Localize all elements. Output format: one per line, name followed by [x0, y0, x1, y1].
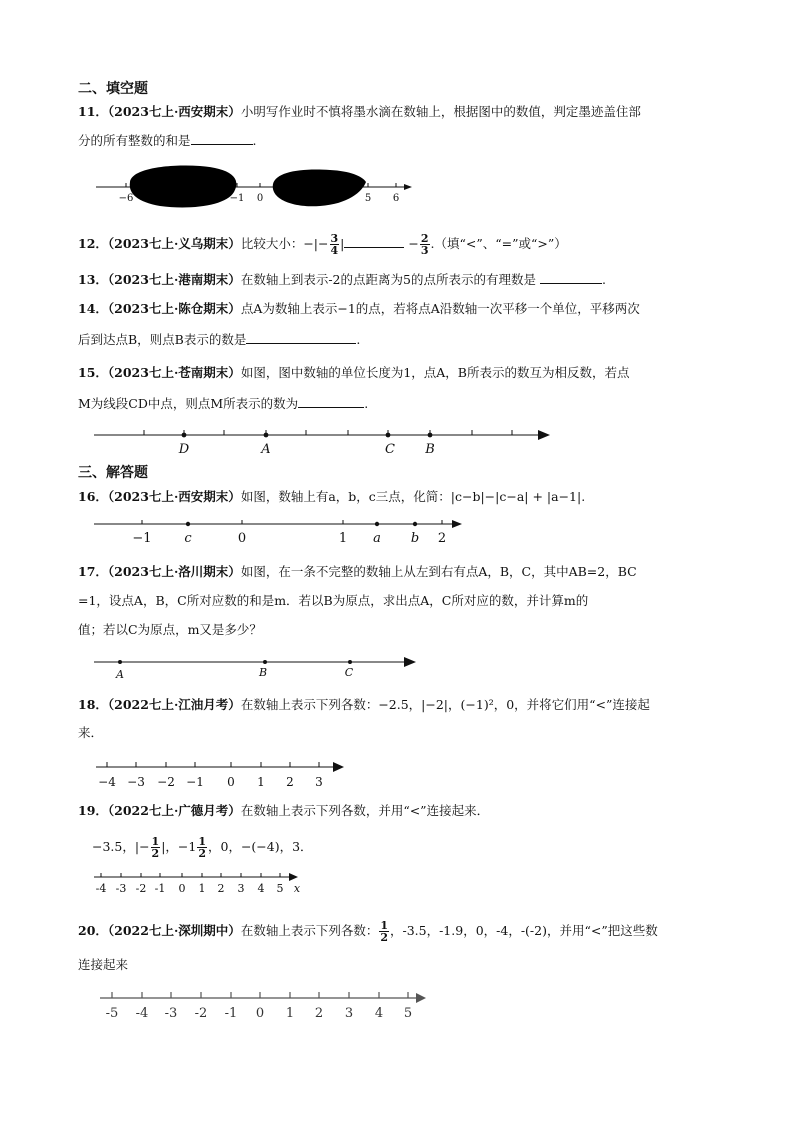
- q11-answer-blank[interactable]: [191, 131, 253, 145]
- q15-text1: 如图，图中数轴的单位长度为1，点A，B所表示的数互为相反数，若点: [240, 365, 630, 380]
- point-label-d: D: [178, 442, 190, 457]
- q17-source: （2023七上·洛川期末）: [107, 564, 241, 579]
- q14-text2: 后到达点B，则点B表示的数是: [78, 332, 247, 347]
- q19-tick-label: 4: [257, 882, 265, 895]
- q20-tick-label: -3: [164, 1006, 178, 1021]
- q17-line3: [78, 621, 262, 639]
- q14-text1: 点A为数轴上表示−1的点，若将点A沿数轴一次平移一个单位，平移两次: [240, 301, 640, 316]
- q20-line1: [78, 920, 658, 943]
- q16-label: 1: [338, 531, 348, 546]
- q17-number: 17．: [78, 564, 108, 579]
- q11-tail: .: [252, 133, 257, 148]
- point-label-b: B: [425, 442, 435, 457]
- q19-text: 在数轴上表示下列各数，并用“<”连接起来．: [240, 803, 490, 818]
- q20-fraction: $\frac{1}{2}$: [380, 919, 388, 944]
- q15-line2: [78, 394, 368, 413]
- q20-tick-label: 1: [285, 1006, 295, 1021]
- q11-tick-label: 5: [364, 193, 372, 204]
- q17-text2: =1，设点A，B，C所对应数的和是m．若以B为原点，求出点A，C所对应的数，并计算m的: [78, 593, 589, 608]
- q14-source: （2023七上·陈仓期末）: [107, 301, 241, 316]
- q19-fraction-1: $\frac{1}{2}$: [151, 835, 160, 860]
- q18-text1: 在数轴上表示下列各数：−2.5，|−2|，(−1)²，0，并将它们用“<”连接起: [240, 697, 650, 712]
- q12-number: 12．: [78, 236, 108, 251]
- q16-label: a: [373, 531, 381, 546]
- q16-label: 0: [237, 531, 247, 546]
- q20-tick-label: 5: [403, 1006, 413, 1021]
- section-heading-answer: 三、解答题: [78, 465, 148, 481]
- q13-line: [78, 270, 606, 289]
- q18-text2: 来．: [78, 725, 104, 740]
- q15-answer-blank[interactable]: [298, 394, 364, 408]
- q13-number: 13．: [78, 272, 108, 287]
- q11-number: 11．: [78, 104, 108, 119]
- q11-tick-label: −1: [229, 193, 245, 204]
- q20-tick-label: 4: [374, 1006, 384, 1021]
- q19-nums-a: −3.5，|−: [92, 839, 150, 854]
- q17-line1: [78, 563, 637, 581]
- q18-source: （2022七上·江油月考）: [107, 697, 241, 712]
- q18-tick-label: 0: [227, 775, 235, 789]
- q12-expr1-close: |: [340, 236, 345, 251]
- q18-tick-label: −2: [157, 775, 175, 789]
- q11-line1: [78, 103, 641, 121]
- q15-tail: .: [364, 396, 369, 411]
- q15-number-line: [90, 420, 560, 460]
- q20-tick-label: -5: [105, 1006, 119, 1021]
- q15-number: 15．: [78, 365, 108, 380]
- q19-tick-label: -2: [135, 882, 147, 895]
- q19-tick-label: 3: [237, 882, 245, 895]
- q18-tick-label: −1: [186, 775, 204, 789]
- q19-tick-label: 0: [178, 882, 186, 895]
- q13-answer-blank[interactable]: [540, 270, 602, 284]
- q20-text-b: ，-3.5，-1.9，0，-4，-(-2)，并用“<”把这些数: [389, 923, 658, 938]
- q13-source: （2023七上·港南期末）: [107, 272, 241, 287]
- q12-fraction-2: $\frac{2}{3}$: [420, 232, 429, 257]
- q11-source: （2023七上·西安期末）: [107, 104, 241, 119]
- q11-number-line: [90, 160, 420, 215]
- q12-expr1: −|−: [303, 236, 329, 251]
- q20-text-a: 在数轴上表示下列各数：: [240, 923, 379, 938]
- q15-line1: [78, 364, 629, 382]
- q19-tick-label: -1: [154, 882, 166, 895]
- q18-line2: [78, 724, 103, 742]
- q20-tick-label: -2: [194, 1006, 208, 1021]
- q18-tick-label: −4: [98, 775, 116, 789]
- q20-tick-label: -1: [224, 1006, 238, 1021]
- q20-number: 20．: [78, 923, 108, 938]
- q19-tick-label: 1: [198, 882, 206, 895]
- q16-label: 2: [437, 531, 447, 546]
- q16-label: c: [184, 531, 192, 546]
- q16-number: 16．: [78, 489, 108, 504]
- q19-nums-b: |，−1: [161, 839, 197, 854]
- section-heading-fill: 二、填空题: [78, 81, 148, 97]
- q17-label: C: [344, 666, 354, 679]
- point-label-a: A: [261, 442, 271, 457]
- q12-note: .（填“<”、“=”或“>”）: [430, 236, 567, 251]
- q14-tail: .: [356, 332, 361, 347]
- q20-tick-label: 0: [255, 1006, 265, 1021]
- q11-line2: [78, 131, 257, 150]
- q17-label: A: [116, 668, 124, 681]
- q11-text1: 小明写作业时不慎将墨水滴在数轴上，根据图中的数值，判定墨迹盖住部: [240, 104, 641, 119]
- q14-answer-blank[interactable]: [246, 330, 356, 344]
- q18-tick-label: 2: [286, 775, 294, 789]
- q12-fraction-1: $\frac{3}{4}$: [330, 232, 339, 257]
- q18-line1: [78, 696, 650, 714]
- q18-tick-label: −3: [127, 775, 145, 789]
- q16-text: 如图，数轴上有a，b，c三点，化简：|c−b|−|c−a| + |a−1|.: [240, 489, 586, 504]
- q19-tick-label: -3: [115, 882, 127, 895]
- q20-tick-label: 3: [344, 1006, 354, 1021]
- q11-tick-label: 6: [392, 193, 400, 204]
- q19-nums-c: ，0，−(−4)，3．: [208, 839, 313, 854]
- q13-tail: .: [601, 272, 606, 287]
- q19-number: 19．: [78, 803, 108, 818]
- q20-source: （2022七上·深圳期中）: [107, 923, 241, 938]
- q11-text2: 分的所有整数的和是: [78, 133, 191, 148]
- q11-tick-label: −6: [118, 193, 134, 204]
- q18-tick-label: 1: [257, 775, 265, 789]
- q20-number-line: [96, 988, 436, 1024]
- q16-source: （2023七上·西安期末）: [107, 489, 241, 504]
- q17-text1: 如图，在一条不完整的数轴上从左到右有点A，B，C，其中AB=2，BC: [240, 564, 637, 579]
- q13-text: 在数轴上到表示-2的点距离为5的点所表示的有理数是: [240, 272, 536, 287]
- q19-tick-label: 2: [217, 882, 225, 895]
- q18-tick-label: 3: [315, 775, 323, 789]
- q20-tick-label: 2: [314, 1006, 324, 1021]
- q20-tick-label: -4: [135, 1006, 149, 1021]
- q19-fraction-2: $\frac{1}{2}$: [198, 835, 206, 860]
- q14-line1: [78, 300, 640, 318]
- q12-answer-blank[interactable]: [344, 234, 404, 248]
- q16-number-line: [90, 512, 470, 548]
- q14-line2: [78, 330, 360, 349]
- q18-number: 18．: [78, 697, 108, 712]
- q20-line2: [78, 956, 128, 974]
- q19-numbers: [92, 836, 313, 859]
- q17-text3: 值；若以C为原点，m又是多少？: [78, 622, 262, 637]
- q19-axis-variable: x: [293, 882, 301, 895]
- q12-source: （2023七上·义乌期末）: [107, 236, 241, 251]
- q14-number: 14．: [78, 301, 108, 316]
- q19-tick-label: 5: [276, 882, 284, 895]
- q17-label: B: [258, 666, 268, 679]
- q16-line: [78, 488, 585, 506]
- q19-number-line: [90, 868, 320, 898]
- q15-source: （2023七上·苍南期末）: [107, 365, 241, 380]
- q19-tick-label: -4: [95, 882, 107, 895]
- ink-blot-left: [130, 166, 237, 208]
- q19-line1: [78, 802, 489, 820]
- q12-line: [78, 233, 567, 256]
- q17-number-line: [90, 652, 430, 684]
- q19-source: （2022七上·广德月考）: [107, 803, 241, 818]
- q17-line2: [78, 592, 588, 610]
- q16-label: −1: [132, 531, 152, 546]
- q12-text: 比较大小：: [240, 236, 304, 251]
- point-label-c: C: [385, 442, 395, 457]
- q11-tick-label: 0: [256, 193, 264, 204]
- q20-text2: 连接起来: [78, 957, 129, 972]
- q16-label: b: [410, 531, 420, 546]
- q15-text2: M为线段CD中点，则点M所表示的数为: [78, 396, 299, 411]
- ink-blot-right: [273, 170, 366, 207]
- q12-expr2: −: [408, 236, 419, 251]
- q18-number-line: [90, 756, 350, 790]
